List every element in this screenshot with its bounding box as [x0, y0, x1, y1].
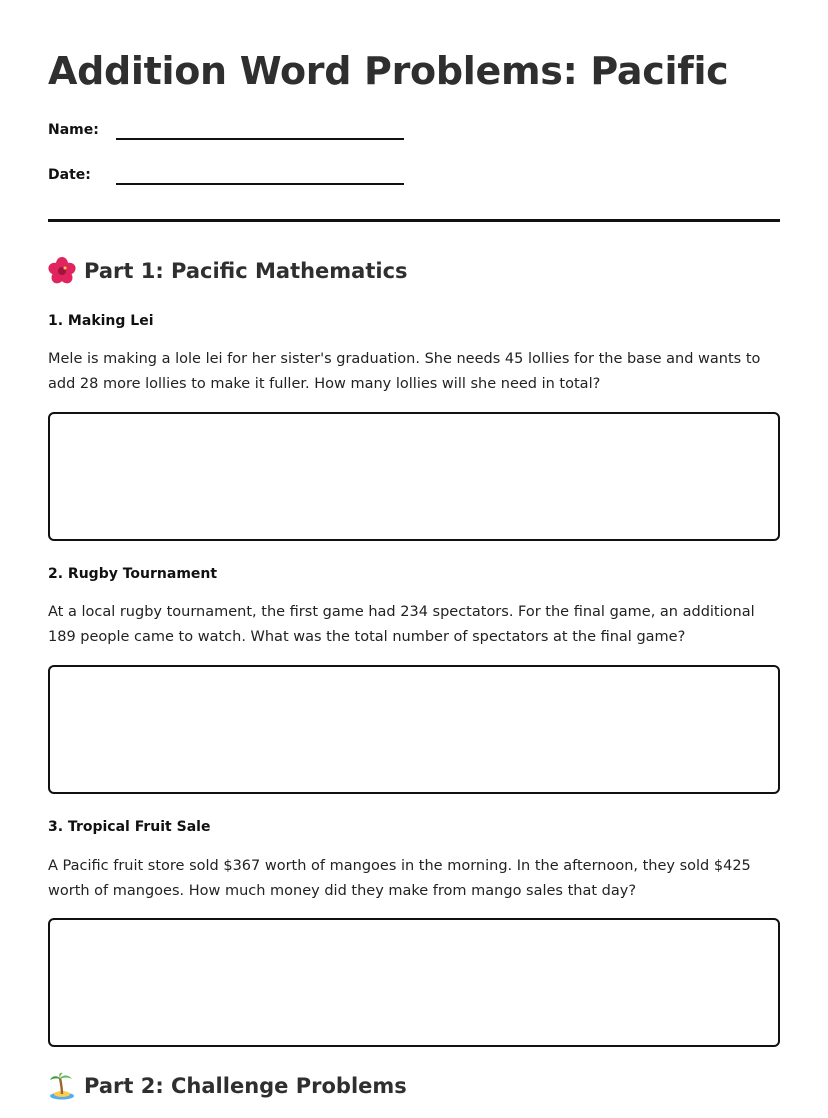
question-1-title: 1. Making Lei [48, 313, 154, 329]
date-label: Date: [48, 167, 91, 183]
part1-heading [48, 256, 408, 286]
desert-island-icon [48, 1072, 76, 1100]
question-1-text: Mele is making a lole lei for her sister's graduation. She needs 45 lollies for the base and wants to add 28 more lollies to make it fuller. How many lollies will she need in total? [48, 351, 761, 392]
header-divider [48, 219, 780, 222]
question-2-answer-box[interactable] [48, 665, 780, 794]
part1-heading-text: Part 1: Pacific Mathematics [84, 259, 408, 283]
question-1-answer-box[interactable] [48, 412, 780, 541]
name-field[interactable] [116, 116, 404, 140]
part2-heading-text: Part 2: Challenge Problems [84, 1074, 407, 1098]
part2-heading [48, 1071, 407, 1101]
page-title: Addition Word Problems: Pacific [48, 49, 729, 93]
question-3-title: 3. Tropical Fruit Sale [48, 819, 211, 835]
date-field-row [48, 161, 404, 185]
question-2-text: At a local rugby tournament, the first game had 234 spectators. For the final game, an additional 189 people came to watch. What was the total number of spectators at the final game? [48, 604, 755, 645]
date-field[interactable] [116, 161, 404, 185]
question-3-answer-box[interactable] [48, 918, 780, 1047]
hibiscus-icon [48, 257, 76, 285]
question-3-text: A Pacific fruit store sold $367 worth of mangoes in the morning. In the afternoon, they sold $425 worth of mangoes. How much money did they make from mango sales that day? [48, 858, 751, 899]
name-field-row [48, 116, 404, 140]
question-2-title: 2. Rugby Tournament [48, 566, 218, 582]
name-label: Name: [48, 122, 99, 138]
